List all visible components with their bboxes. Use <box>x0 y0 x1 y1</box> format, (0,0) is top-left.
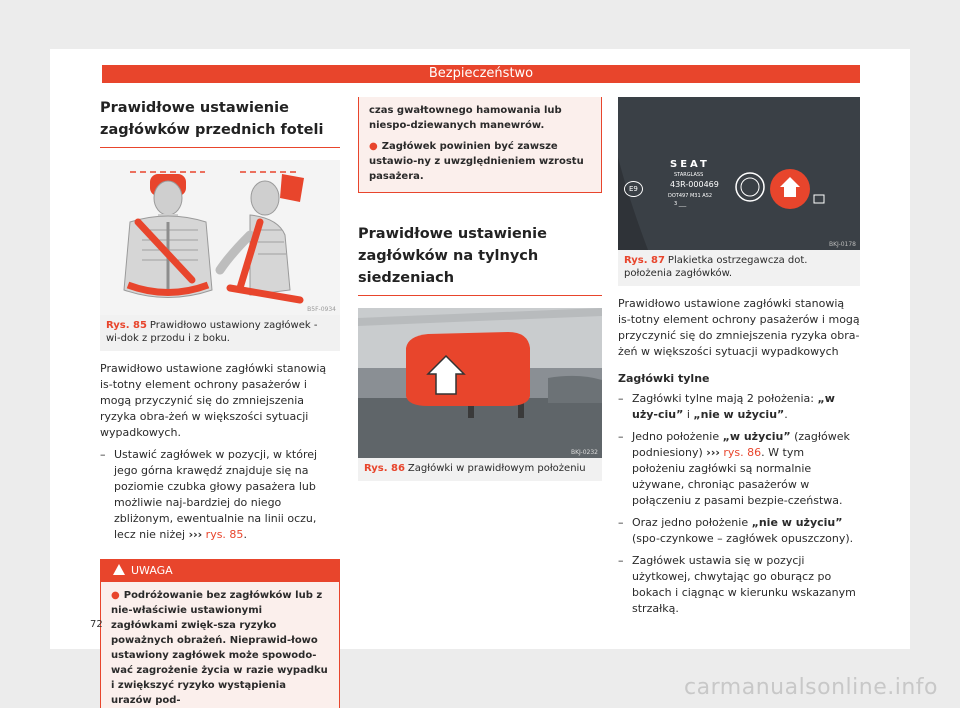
text: (zagłówek podniesiony) <box>632 430 850 459</box>
list-item <box>618 429 860 509</box>
paragraph: Prawidłowo ustawione zagłówki stanowią is-totny element ochrony pasażerów i mogą przyczynić się do zmniejszenia ryzyka obra-żeń w większości sytuacji wypadkowych <box>618 297 860 358</box>
warning-header <box>101 560 339 582</box>
cross-ref-arrows: ››› <box>706 446 720 459</box>
warning-continuation <box>358 97 602 193</box>
column-1 <box>100 97 340 708</box>
figure-code: BKJ-0232 <box>570 449 598 456</box>
warning-sticker-photo <box>618 97 860 250</box>
title-rule <box>358 295 602 296</box>
bullet-icon: ● <box>111 590 120 601</box>
section-title-rear: Prawidłowe ustawienie zagłówków na tylnych siedzeniach <box>358 226 547 286</box>
sticker-line4: 3 ___ <box>674 201 687 207</box>
text: (spo-czynkowe – zagłówek opuszczony). <box>632 532 854 545</box>
caption-text: Zagłówki w prawidłowym położeniu <box>407 463 586 474</box>
text: i <box>686 408 690 421</box>
figure-85-caption <box>100 315 340 351</box>
list-item <box>618 391 860 423</box>
instruction-item <box>100 447 340 543</box>
watermark: carmanualsonline.info <box>684 675 938 700</box>
sticker-brand: SEAT <box>670 159 710 170</box>
list-item: – Zagłówek ustawia się w pozycji użytkowej, chwytając go oburącz po bokach i ciągnąc w kierunku wskazanym strzałką. <box>618 553 860 617</box>
column-3 <box>618 97 860 617</box>
figure-ref-link[interactable]: rys. 85 <box>205 528 244 541</box>
warning-text <box>101 582 339 708</box>
caption-text: Plakietka ostrzegawcza dot. położenia zagłówków. <box>624 255 808 279</box>
warning-label: UWAGA <box>131 564 173 577</box>
instruction-text: Ustawić zagłówek w pozycji, w której jego górna krawędź znajduje się na poziomie czubka głowy pasażera lub możliwie naj-bardziej do niego zbliżonym, ewentualnie na linii oczu, lecz nie niżej <box>114 448 318 541</box>
sticker-e-mark: E9 <box>624 181 643 197</box>
cross-ref-arrows: ››› <box>188 528 203 541</box>
warning-bullet-item <box>369 139 591 184</box>
column-2 <box>358 97 602 481</box>
bold-term: „nie w użyciu” <box>693 408 785 421</box>
punctuation: . <box>243 528 247 541</box>
rear-headrest-photo <box>358 308 602 458</box>
sticker-line1: STARGLASS <box>674 172 704 178</box>
sticker-line2: 43R-000469 <box>670 180 719 189</box>
headrest-front-side-illustration <box>100 160 340 315</box>
figure-code: BKJ-0178 <box>828 241 856 248</box>
warning-text-content: Podróżowanie bez zagłówków lub z nie-właściwie ustawionymi zagłówkami zwięk-sza ryzyko poważnych obrażeń. Nieprawid-łowo ustawiony zagłówek może spowodo-wać zagrożenie życia w razie wypadku i zwiększyć ryzyko wystąpienia urazów pod- <box>111 590 328 706</box>
figure-86 <box>358 308 602 458</box>
bold-term: „w uży-ciu” <box>632 392 835 421</box>
title-rule <box>100 147 340 148</box>
warning-text-continued: czas gwałtownego hamowania lub niespo-dziewanych manewrów. <box>369 105 562 131</box>
figure-code: B5F-0934 <box>307 306 336 313</box>
figure-86-caption <box>358 458 602 481</box>
list-item <box>618 515 860 547</box>
bold-term: „w użyciu” <box>722 430 791 443</box>
figure-number: Rys. 86 <box>364 463 405 474</box>
subheading: Zagłówki tylne <box>618 372 710 385</box>
caption-text: Prawidłowo ustawiony zagłówek - wi-dok z przodu i z boku. <box>106 320 318 344</box>
warning-triangle-icon <box>113 564 125 575</box>
text: Jedno położenie <box>632 430 720 443</box>
text: . W tym położeniu zagłówki są normalnie używane, chroniąc pasażerów w połączeniu z pasami bezpie-czeństwa. <box>632 446 843 507</box>
page-number: 72 <box>90 619 103 630</box>
figure-number: Rys. 87 <box>624 255 665 266</box>
punctuation: . <box>784 408 788 421</box>
bold-term: „nie w użyciu” <box>751 516 843 529</box>
sticker-line3: DOT497 M31 AS2 <box>668 193 713 199</box>
warning-box <box>100 559 340 708</box>
figure-85 <box>100 160 340 315</box>
paragraph: Prawidłowo ustawione zagłówki stanowią is-totny element ochrony pasażerów i mogą przyczynić się do zmniejszenia ryzyka obra-żeń w większości sytuacji wypadkowych. <box>100 362 327 439</box>
figure-87 <box>618 97 860 250</box>
figure-ref-link[interactable]: rys. 86 <box>723 446 762 459</box>
text: Oraz jedno położenie <box>632 516 749 529</box>
bullet-icon: ● <box>369 141 378 152</box>
warning-bullet-text: Zagłówek powinien być zawsze ustawio-ny z uwzględnieniem wzrostu pasażera. <box>369 141 584 182</box>
figure-87-caption <box>618 250 860 286</box>
text: Zagłówki tylne mają 2 położenia: <box>632 392 814 405</box>
figure-number: Rys. 85 <box>106 320 147 331</box>
section-title-front: Prawidłowe ustawienie zagłówków przednich foteli <box>100 100 324 138</box>
section-header: Bezpieczeństwo <box>102 65 860 83</box>
